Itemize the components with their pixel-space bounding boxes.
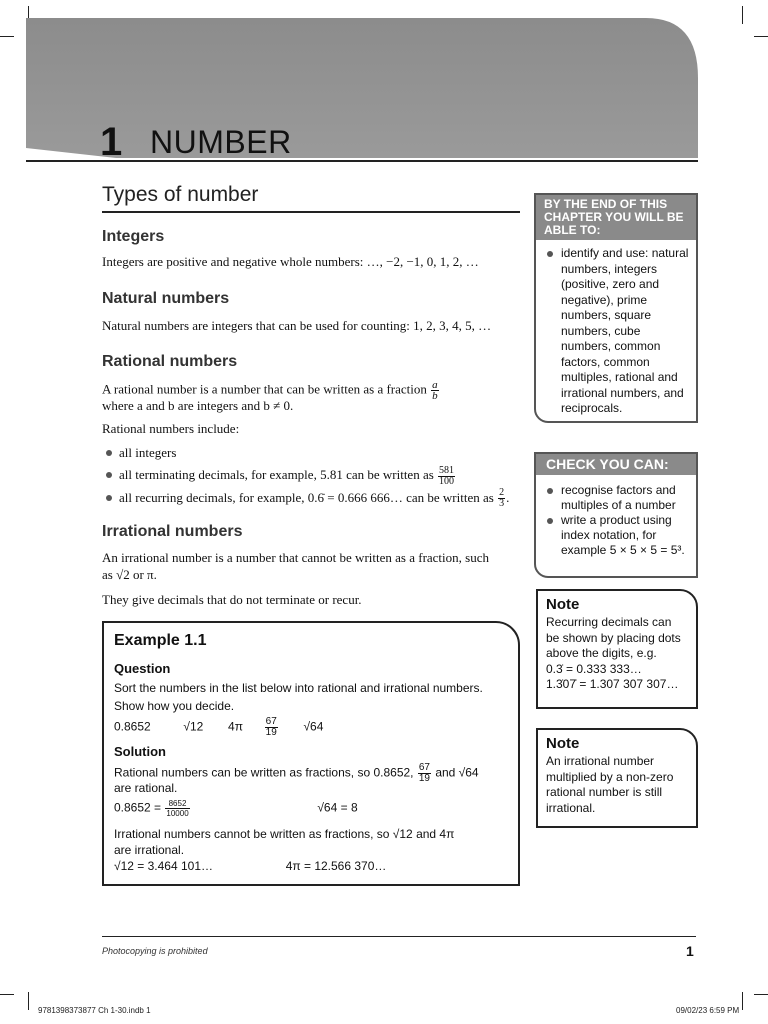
note-body: An irrational number multiplied by a non-zero rational number is still irrational.: [546, 754, 674, 815]
check-you-can-box: [534, 452, 698, 578]
section-title: Types of number: [102, 183, 259, 206]
learning-objectives-heading: BY THE END OF THIS CHAPTER YOU WILL BE ABLE TO:: [536, 195, 696, 240]
list-item: all terminating decimals, for example, 5.81 can be written as $\frac{581}{100}$: [104, 464, 509, 487]
solution-values: √12 = 3.464 101… 4π = 12.566 370…: [114, 859, 387, 873]
fraction-a-over-b: $\frac{a}{b}$: [432, 379, 438, 402]
note-title: Note: [546, 735, 580, 752]
example-title: Example 1.1: [114, 632, 207, 649]
natural-heading: Natural numbers: [102, 290, 230, 307]
fraction-67-19: $\frac{67}{19}$: [418, 762, 430, 784]
example-box: [102, 621, 520, 886]
rational-def-line1: A rational number is a number that can be written as a fraction: [102, 381, 427, 397]
question-label: Question: [114, 661, 171, 676]
learning-objectives-box: [534, 193, 698, 423]
solution-line3: Irrational numbers cannot be written as fractions, so √12 and 4π: [114, 827, 455, 841]
crop-mark: [754, 994, 768, 995]
section-rule: [102, 211, 520, 213]
crop-mark: [742, 992, 743, 1010]
natural-text: Natural numbers are integers that can be used for counting: 1, 2, 3, 4, 5, …: [102, 318, 492, 333]
list-item: identify and use: natural numbers, integers (positive, zero and negative), prime numbers, square numbers, cube numbers, common factors, common multiples, rational and irrational numbers, and reciprocals.: [544, 246, 690, 417]
check-you-can-heading: CHECK YOU CAN:: [536, 454, 696, 475]
print-slug-left: 9781398373877 Ch 1-30.indb 1: [38, 1006, 151, 1015]
rational-def-line2: where a and b are integers and b ≠ 0.: [102, 398, 294, 413]
chapter-title: NUMBER: [150, 124, 292, 160]
question-line2: Show how you decide.: [114, 699, 235, 713]
irrational-text2: They give decimals that do not terminate or recur.: [102, 592, 362, 607]
fraction-67-19: $\frac{67}{19}$: [265, 716, 277, 738]
note-irrational: [536, 728, 698, 828]
check-you-can-list: [536, 475, 696, 566]
crop-mark: [0, 994, 14, 995]
chapter-number: 1: [100, 120, 122, 164]
footer-rule: [102, 936, 696, 937]
irrational-heading: Irrational numbers: [102, 523, 243, 540]
rational-include-label: Rational numbers include:: [102, 421, 240, 436]
copyright-notice: Photocopying is prohibited: [102, 946, 208, 956]
solution-line4: are irrational.: [114, 843, 185, 857]
list-item: all integers: [104, 442, 509, 464]
solution-equations: 0.8652 = $\frac{8652}{10000}$ √64 = 8: [114, 799, 358, 818]
fraction-2-3: $\frac{2}{3}$: [499, 487, 505, 510]
chapter-banner: [26, 18, 761, 168]
page-number: 1: [686, 943, 694, 959]
solution-label: Solution: [114, 744, 166, 759]
rational-heading: Rational numbers: [102, 353, 238, 370]
fraction-581-100: $\frac{581}{100}$: [439, 464, 455, 487]
note-body: Recurring decimals can be shown by placing dots above the digits, e.g. 0.3̇ = 0.333 333… 1.3̇07̇ = 1.307 307 307…: [546, 615, 681, 691]
irrational-text1b: as √2 or π.: [102, 567, 157, 582]
number-list: [114, 717, 509, 738]
question-line1: Sort the numbers in the list below into rational and irrational numbers.: [114, 681, 483, 695]
list-item: 0.8652: [114, 719, 151, 734]
print-slug-right: 09/02/23 6:59 PM: [676, 1006, 740, 1015]
list-item: all recurring decimals, for example, 0.6̇ = 0.666 666… can be written as $\frac{2}{3}$ .: [104, 487, 509, 510]
list-item: 4π: [228, 719, 243, 734]
note-title: Note: [546, 596, 580, 613]
list-item: √12: [183, 719, 204, 734]
crop-mark: [28, 992, 29, 1010]
solution-line2: are rational.: [114, 781, 178, 795]
fraction-8652-10000: $\frac{8652}{10000}$: [166, 799, 189, 818]
crop-mark: [0, 36, 14, 37]
integers-text: Integers are positive and negative whole numbers: …, −2, −1, 0, 1, 2, …: [102, 254, 479, 269]
learning-objectives-list: [536, 240, 696, 423]
list-item: write a product using index notation, for example 5 × 5 × 5 = 5³.: [544, 513, 690, 558]
irrational-text1: An irrational number is a number that cannot be written as a fraction, such: [102, 550, 489, 565]
list-item: recognise factors and multiples of a number: [544, 483, 690, 513]
integers-heading: Integers: [102, 228, 165, 245]
note-recurring: [536, 589, 698, 709]
list-item: √64: [303, 719, 324, 734]
solution-line1: Rational numbers can be written as fractions, so 0.8652, $\frac{67}{19}$ and √64: [114, 762, 479, 784]
rational-bullets: [104, 442, 509, 509]
